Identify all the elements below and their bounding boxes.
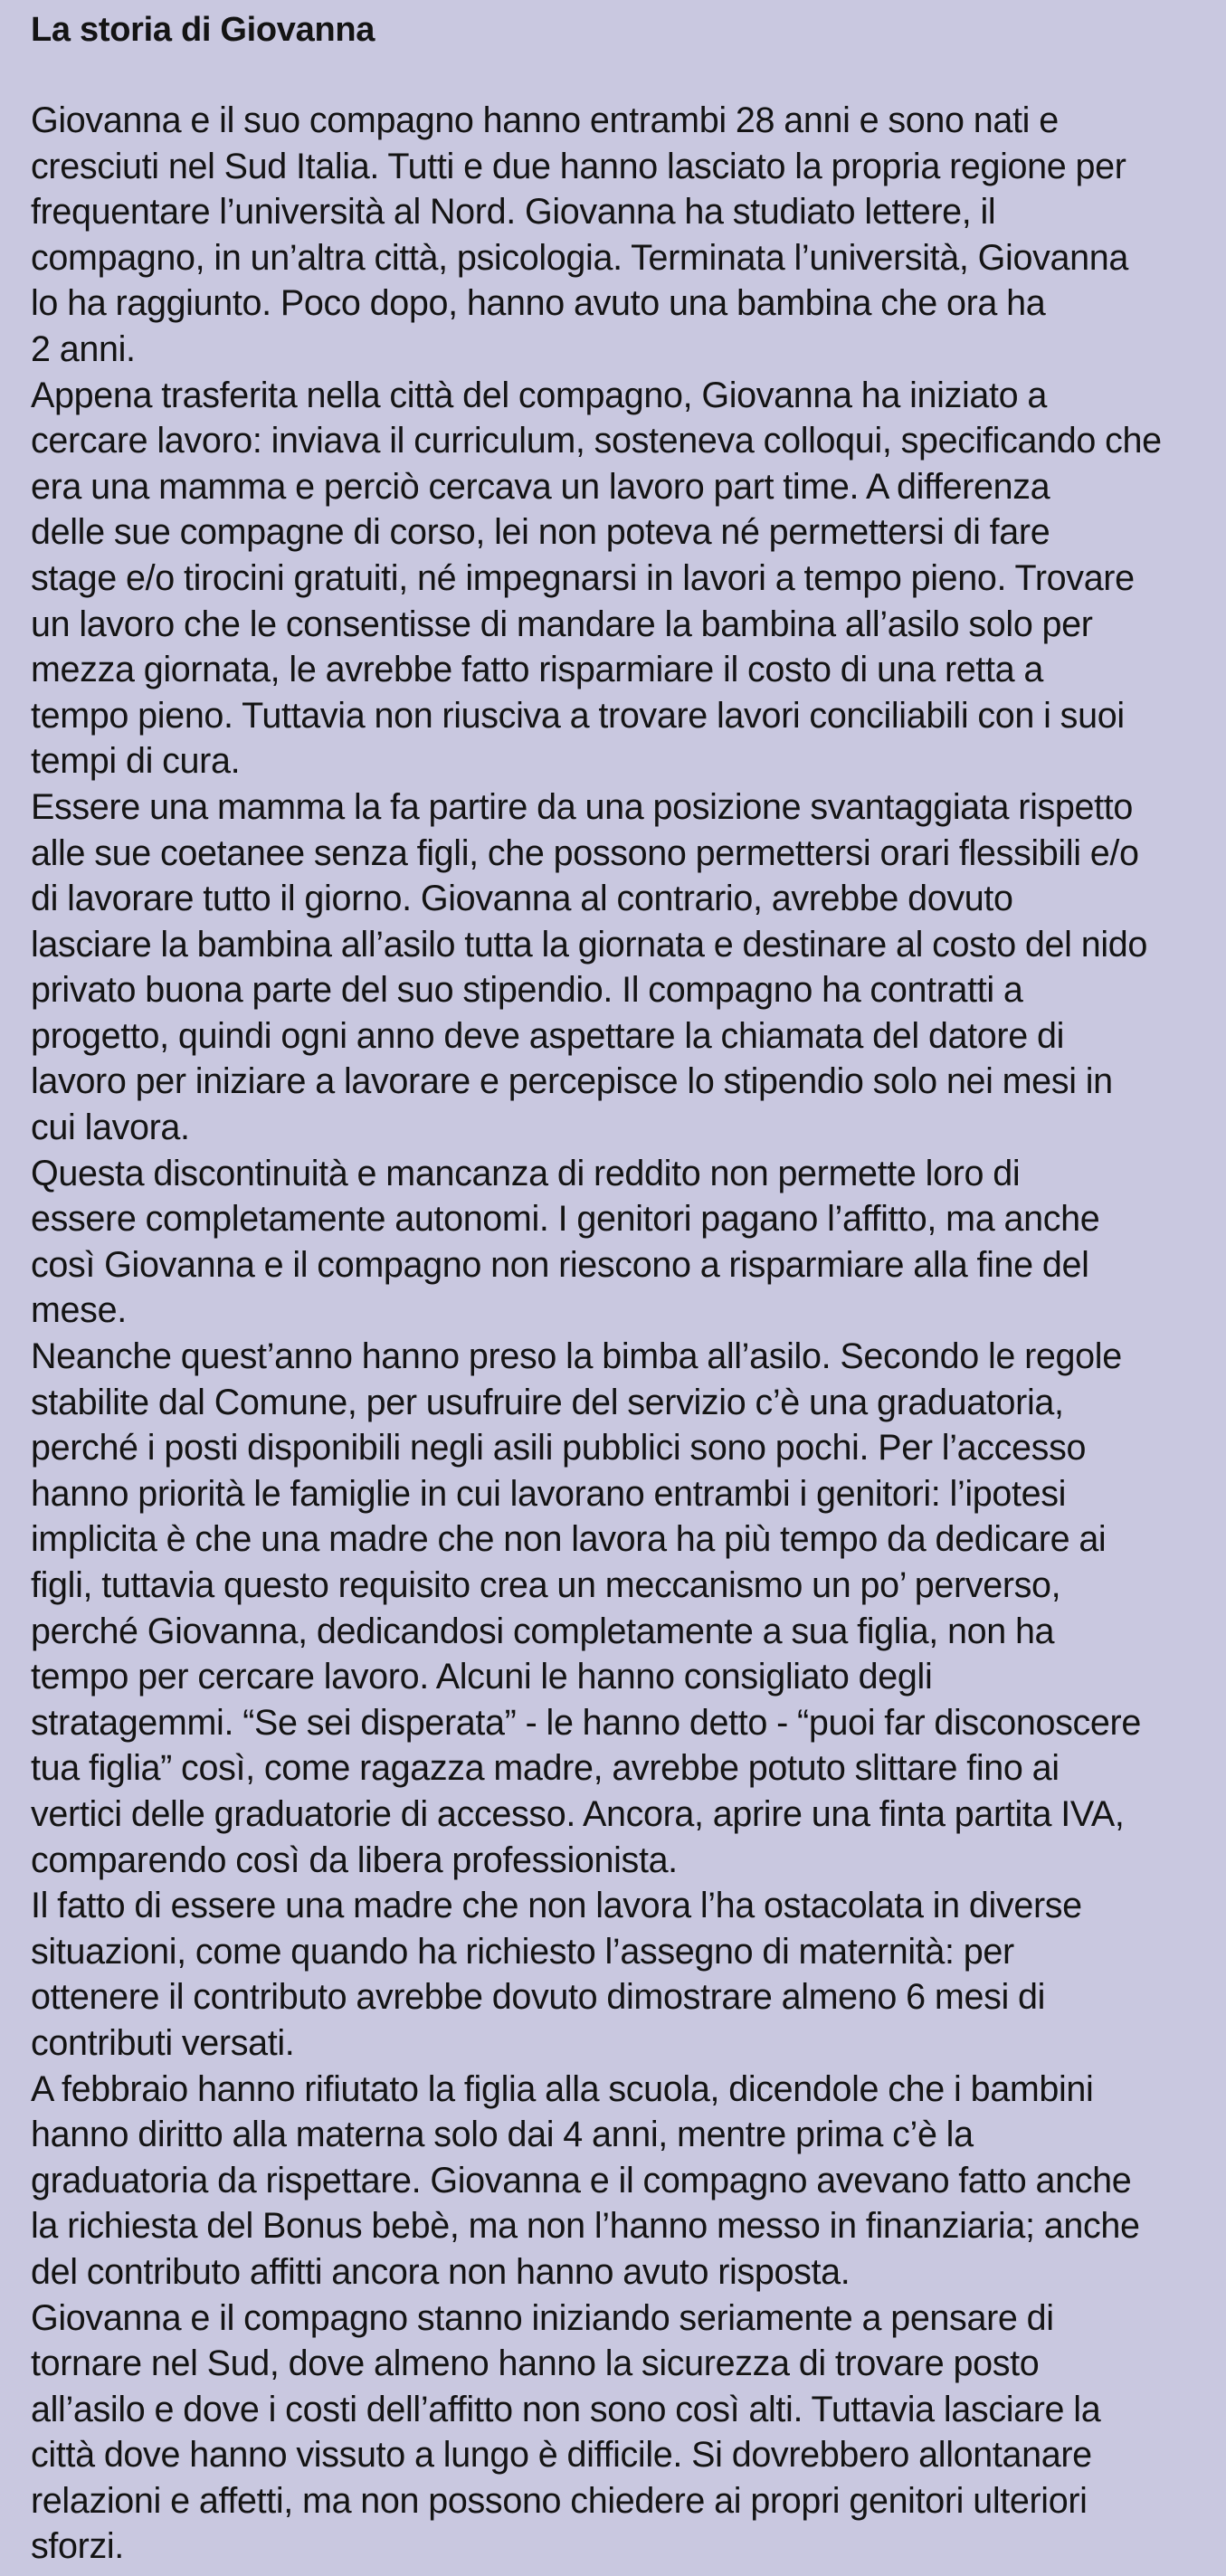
story-line: situazioni, come quando ha richiesto l’assegno di maternità: per <box>31 1931 1014 1972</box>
story-line: Il fatto di essere una madre che non lavora l’ha ostacolata in diverse <box>31 1886 1082 1926</box>
story-line: compagno, in un’altra città, psicologia. Terminata l’università, Giovanna <box>31 237 1128 278</box>
story-line: privato buona parte del suo stipendio. Il compagno ha contratti a <box>31 970 1023 1011</box>
story-line: città dove hanno vissuto a lungo è difficile. Si dovrebbero allontanare <box>31 2435 1092 2476</box>
story-line: del contributo affitti ancora non hanno avuto risposta. <box>31 2251 851 2292</box>
story-line: la richiesta del Bonus bebè, ma non l’hanno messo in finanziaria; anche <box>31 2206 1140 2247</box>
story-line: Appena trasferita nella città del compagno, Giovanna ha iniziato a <box>31 375 1048 415</box>
story-line: tempo per cercare lavoro. Alcuni le hanno consigliato degli <box>31 1657 933 1697</box>
story-line: lavoro per iniziare a lavorare e percepisce lo stipendio solo nei mesi in <box>31 1061 1113 1102</box>
story-body <box>31 98 1199 2570</box>
story-line: progetto, quindi ogni anno deve aspettare la chiamata del datore di <box>31 1015 1065 1056</box>
story-line: di lavorare tutto il giorno. Giovanna al contrario, avrebbe dovuto <box>31 879 1013 919</box>
story-line: Questa discontinuità e mancanza di reddito non permette loro di <box>31 1153 1021 1193</box>
story-line: stage e/o tirocini gratuiti, né impegnarsi in lavori a tempo pieno. Trovare <box>31 557 1135 598</box>
story-line: 2 anni. <box>31 328 136 369</box>
story-line: stabilite dal Comune, per usufruire del servizio c’è una graduatoria, <box>31 1382 1064 1422</box>
story-line: sforzi. <box>31 2526 124 2567</box>
story-line: perché Giovanna, dedicandosi completamente a sua figlia, non ha <box>31 1611 1055 1651</box>
story-line: graduatoria da rispettare. Giovanna e il compagno avevano fatto anche <box>31 2160 1132 2201</box>
story-line: cui lavora. <box>31 1107 190 1148</box>
story-line: contributi versati. <box>31 2022 295 2063</box>
story-line: delle sue compagne di corso, lei non poteva né permettersi di fare <box>31 512 1050 553</box>
story-line: figli, tuttavia questo requisito crea un meccanismo un po’ perverso, <box>31 1565 1061 1605</box>
story-line: ottenere il contributo avrebbe dovuto dimostrare almeno 6 mesi di <box>31 1977 1046 2018</box>
story-line: Giovanna e il compagno stanno iniziando seriamente a pensare di <box>31 2297 1054 2338</box>
story-line: A febbraio hanno rifiutato la figlia alla scuola, dicendole che i bambini <box>31 2068 1094 2109</box>
story-line: lasciare la bambina all’asilo tutta la giornata e destinare al costo del nido <box>31 924 1148 965</box>
story-line: hanno priorità le famiglie in cui lavorano entrambi i genitori: l’ipotesi <box>31 1473 1067 1514</box>
story-line: un lavoro che le consentisse di mandare la bambina all’asilo solo per <box>31 604 1093 644</box>
story-title: La storia di Giovanna <box>31 11 375 49</box>
story-line: cercare lavoro: inviava il curriculum, sosteneva colloqui, specificando che <box>31 421 1162 461</box>
story-line: mese. <box>31 1290 127 1331</box>
story-line: stratagemmi. “Se sei disperata” - le hanno detto - “puoi far disconoscere <box>31 1702 1141 1743</box>
story-line: hanno diritto alla materna solo dai 4 anni, mentre prima c’è la <box>31 2115 974 2155</box>
story-line: vertici delle graduatorie di accesso. Ancora, aprire una finta partita IVA, <box>31 1793 1125 1834</box>
story-line: all’asilo e dove i costi dell’affitto non sono così alti. Tuttavia lasciare la <box>31 2389 1101 2429</box>
story-line: relazioni e affetti, ma non possono chiedere ai propri genitori ulteriori <box>31 2480 1088 2521</box>
story-line: mezza giornata, le avrebbe fatto risparmiare il costo di una retta a <box>31 650 1043 690</box>
story-line: tua figlia” così, come ragazza madre, avrebbe potuto slittare fino ai <box>31 1748 1060 1789</box>
story-line: era una mamma e perciò cercava un lavoro part time. A differenza <box>31 466 1050 507</box>
story-line: così Giovanna e il compagno non riescono a risparmiare alla fine del <box>31 1244 1089 1285</box>
story-line: frequentare l’università al Nord. Giovanna ha studiato lettere, il <box>31 192 996 233</box>
story-line: alle sue coetanee senza figli, che possono permettersi orari flessibili e/o <box>31 832 1139 873</box>
story-line: comparendo così da libera professionista. <box>31 1839 678 1880</box>
story-line: Giovanna e il suo compagno hanno entrambi 28 anni e sono nati e <box>31 100 1059 140</box>
story-line: perché i posti disponibili negli asili pubblici sono pochi. Per l’accesso <box>31 1428 1087 1469</box>
story-line: tornare nel Sud, dove almeno hanno la sicurezza di trovare posto <box>31 2343 1040 2384</box>
story-line: cresciuti nel Sud Italia. Tutti e due hanno lasciato la propria regione per <box>31 146 1126 186</box>
story-line: lo ha raggiunto. Poco dopo, hanno avuto una bambina che ora ha <box>31 283 1046 324</box>
story-line: essere completamente autonomi. I genitori pagano l’affitto, ma anche <box>31 1199 1100 1240</box>
story-line: tempo pieno. Tuttavia non riusciva a trovare lavori conciliabili con i suoi <box>31 695 1125 736</box>
story-line: Neanche quest’anno hanno preso la bimba all’asilo. Secondo le regole <box>31 1336 1122 1377</box>
story-line: implicita è che una madre che non lavora ha più tempo da dedicare ai <box>31 1519 1107 1560</box>
story-line: Essere una mamma la fa partire da una posizione svantaggiata rispetto <box>31 786 1133 827</box>
story-line: tempi di cura. <box>31 741 241 782</box>
